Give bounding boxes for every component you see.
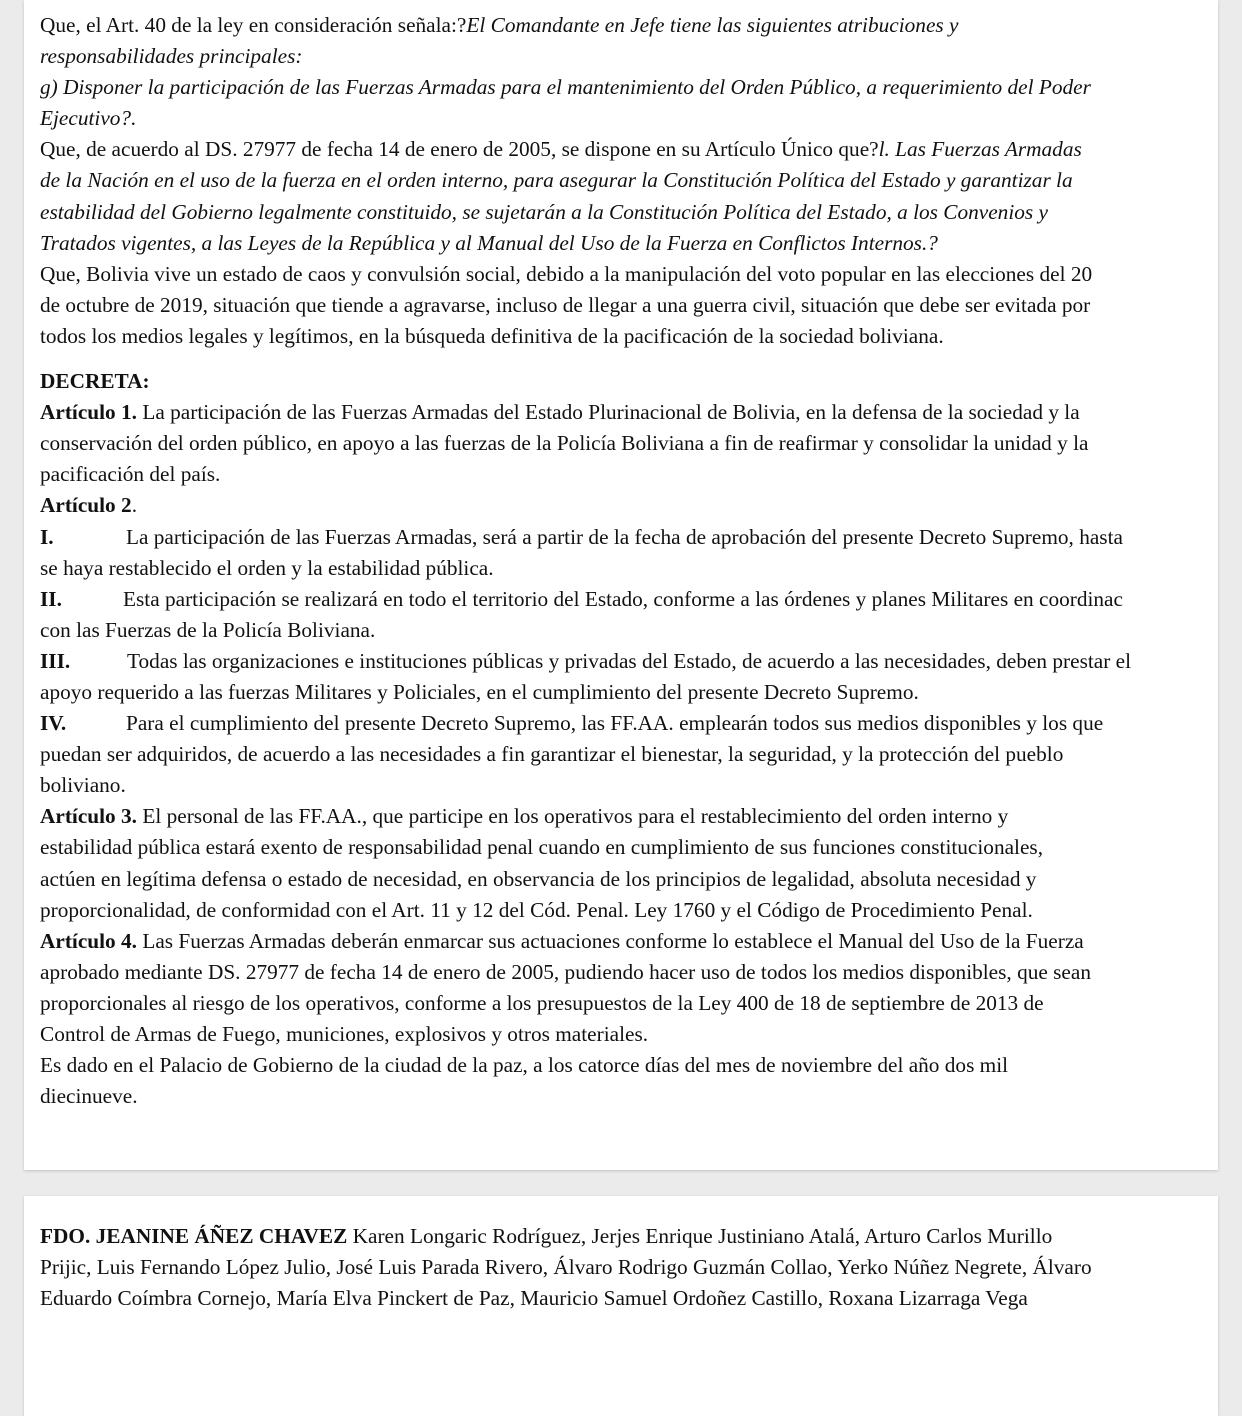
text-run: La participación de las Fuerzas Armadas del Estado Plurinacional de Bolivia, en la defensa de la sociedad y la <box>137 400 1080 425</box>
text-line: estabilidad del Gobierno legalmente constituido, se sujetarán a la Constitución Política del Estado, a los Convenios y <box>40 199 1048 224</box>
text-line: aprobado mediante DS. 27977 de fecha 14 de enero de 2005, pudiendo hacer uso de todos los medios disponibles, que sean <box>40 959 1091 984</box>
text-line: actúen en legítima defensa o estado de necesidad, en observancia de los principios de legalidad, absoluta necesidad y <box>40 866 1037 891</box>
signer-label: FDO. JEANINE ÁÑEZ CHAVEZ <box>40 1224 348 1248</box>
text-line: responsabilidades principales: <box>40 44 303 69</box>
numbered-item <box>40 522 1218 553</box>
text-line: Control de Armas de Fuego, municiones, explosivos y otros materiales. <box>40 1022 649 1046</box>
text-line: Tratados vigentes, a las Leyes de la República y al Manual del Uso de la Fuerza en Conflictos Internos.? <box>40 230 938 255</box>
item-number: I. <box>40 524 54 549</box>
text-line: pacificación del país. <box>40 462 221 487</box>
text-run: Que, el Art. 40 de la ley en consideración señala:? <box>40 13 467 37</box>
text-line: proporcionalidad, de conformidad con el Art. 11 y 12 del Cód. Penal. Ley 1760 y el Código de Procedimiento Penal. <box>40 897 1033 922</box>
text-run: Esta participación se realizará en todo el territorio del Estado, conforme a las órdenes y planes Militares en coordinac <box>123 586 1123 611</box>
text-line <box>40 134 1218 165</box>
text-run: La participación de las Fuerzas Armadas, será a partir de la fecha de aprobación del presente Decreto Supremo, hasta <box>126 524 1123 549</box>
document-page-1 <box>24 0 1218 1170</box>
text-line: boliviano. <box>40 773 126 798</box>
paragraph-gap <box>40 352 1218 366</box>
item-number: IV. <box>40 711 67 736</box>
numbered-item <box>40 646 1218 677</box>
italic-quote: El Comandante en Jefe tiene las siguientes atribuciones y <box>466 13 959 37</box>
text-line: con las Fuerzas de la Policía Boliviana. <box>40 617 376 642</box>
article-1 <box>40 397 1218 428</box>
decreta-heading: DECRETA: <box>40 369 150 394</box>
article-label: Artículo 4. <box>40 928 138 953</box>
text-run: Las Fuerzas Armadas deberán enmarcar sus actuaciones conforme lo establece el Manual del Uso de la Fuerza <box>137 928 1084 953</box>
article-4 <box>40 926 1218 957</box>
article-label: Artículo 3. <box>40 804 138 829</box>
numbered-item <box>40 708 1218 739</box>
signatures-line: Eduardo Coímbra Cornejo, María Elva Pinckert de Paz, Mauricio Samuel Ordoñez Castillo, Roxana Lizarraga Vega <box>40 1286 1028 1311</box>
text-run: El personal de las FF.AA., que participe en los operativos para el restablecimiento del orden interno y <box>137 804 1009 829</box>
article-label: Artículo 1. <box>40 400 138 425</box>
document-page-2 <box>24 1196 1218 1416</box>
text-run: Para el cumplimiento del presente Decreto Supremo, las FF.AA. emplearán todos sus medios disponibles y los que <box>126 711 1104 736</box>
text-line: apoyo requerido a las fuerzas Militares y Policiales, en el cumplimiento del presente Decreto Supremo. <box>40 679 919 704</box>
text-line: g) Disponer la participación de las Fuerzas Armadas para el mantenimiento del Orden Público, a requerimiento del Poder <box>40 75 1091 100</box>
closing-line: Es dado en el Palacio de Gobierno de la ciudad de la paz, a los catorce días del mes de noviembre del año dos mil <box>40 1053 1009 1078</box>
article-label: Artículo 2 <box>40 493 132 518</box>
text-line: proporcionales al riesgo de los operativos, conforme a los presupuestos de la Ley 400 de 18 de septiembre de 2013 de <box>40 990 1044 1015</box>
text-line: puedan ser adquiridos, de acuerdo a las necesidades a fin garantizar el bienestar, la seguridad, y la protección del pueblo <box>40 742 1064 767</box>
item-number: III. <box>40 648 71 673</box>
closing-line: diecinueve. <box>40 1084 138 1109</box>
text-line: conservación del orden público, en apoyo a las fuerzas de la Policía Boliviana a fin de reafirmar y consolidar la unidad y la <box>40 431 1089 456</box>
numbered-item <box>40 584 1218 615</box>
text-line: de la Nación en el uso de la fuerza en el orden interno, para asegurar la Constitución Política del Estado y garantizar la <box>40 168 1073 193</box>
text-run: Karen Longaric Rodríguez, Jerjes Enrique Justiniano Atalá, Arturo Carlos Murillo <box>347 1224 1053 1248</box>
item-number: II. <box>40 586 62 611</box>
signatures-line <box>40 1221 1218 1252</box>
article-2 <box>40 490 1218 521</box>
text-line: de octubre de 2019, situación que tiende a agravarse, incluso de llegar a una guerra civil, situación que debe ser evitada por <box>40 292 1091 317</box>
text-line: todos los medios legales y legítimos, en la búsqueda definitiva de la pacificación de la sociedad boliviana. <box>40 323 944 348</box>
article-3 <box>40 801 1218 832</box>
signatures-line: Prijic, Luis Fernando López Julio, José Luis Parada Rivero, Álvaro Rodrigo Guzmán Collao, Yerko Núñez Negrete, Álvaro <box>40 1255 1092 1280</box>
text-line: estabilidad pública estará exento de responsabilidad penal cuando en cumplimiento de sus funciones constitucionales, <box>40 835 1044 860</box>
text-line: Ejecutivo?. <box>40 106 137 131</box>
text-line: Que, Bolivia vive un estado de caos y convulsión social, debido a la manipulación del voto popular en las elecciones del 20 <box>40 261 1093 286</box>
text-line <box>40 10 1218 41</box>
text-run: Que, de acuerdo al DS. 27977 de fecha 14 de enero de 2005, se dispone en su Artículo Único que? <box>40 137 879 162</box>
text-line: se haya restablecido el orden y la estabilidad pública. <box>40 555 494 580</box>
text-run: Todas las organizaciones e instituciones públicas y privadas del Estado, de acuerdo a las necesidades, deben prestar el <box>127 648 1132 673</box>
italic-quote: l. Las Fuerzas Armadas <box>878 137 1082 162</box>
text-run: . <box>131 493 138 518</box>
